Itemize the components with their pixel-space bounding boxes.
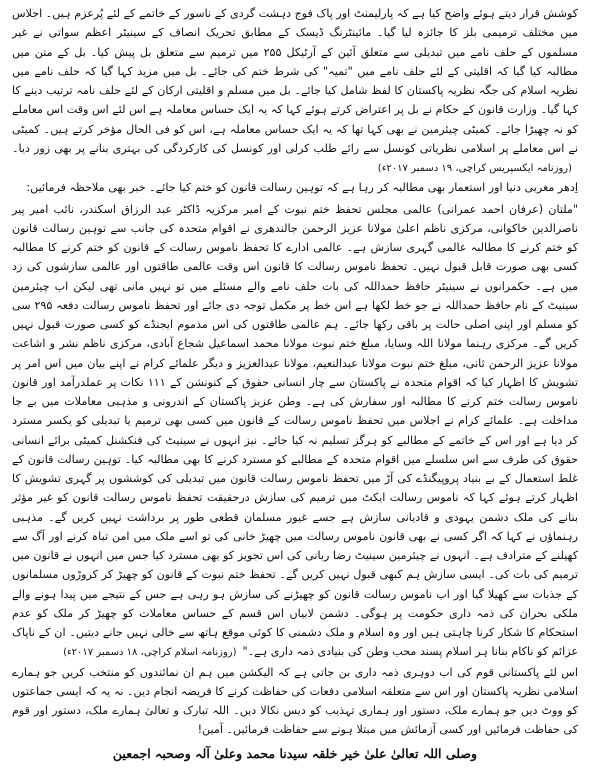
article-paragraph-2 [12,178,578,197]
quoted-news-paragraph [12,200,578,663]
article-paragraph-4 [12,663,578,740]
article-paragraph-1 [12,4,578,178]
closing-salutation: وصلی اللہ تعالیٰ علیٰ خیر خلقہ سیدنا محمد وعلیٰ آلہ وصحبہ اجمعین [112,745,478,761]
source-citation-islam: (روزنامہ اسلام کراچی، ۱۸ دسمبر ۲۰۱۷ء) [63,647,237,659]
paragraph-text: اس لئے پاکستانی قوم کی اب دوہری ذمہ داری بن جاتی ہے کہ الیکشن میں ہم ان نمائندوں کو منتخب کریں جو ہمارے اسلامی نظریہ پاکستان اور اس سے متعلقہ اسلامی دفعات کی حفاظت کرنے کا فریضہ انجام دیں۔ نہ یہ کہ ایسی جماعتوں کو ووٹ دیں جو ہمارے ملک، دستور اور ہماری تہذیب کو دیس نکالا دیں۔ اللہ تبارک و تعالیٰ ہمارے ملک، دستور اور قوم کی حفاظت فرمائیں اور کسی آزمائش میں مبتلا ہونے سے حفاظت فرمائیں۔ آمین! [12,665,578,737]
paragraph-text: اِدھر مغربی دنیا اور استعمار بھی مطالبہ کر رہا ہے کہ توہین رسالت قانون کو ختم کیا جائے۔ خبر بھی ملاحظہ فرمائیں: [26,181,578,195]
paragraph-text: کوشش قرار دیتے ہوئے واضح کیا ہے کہ پارلیمنٹ اور پاک فوج دہشت گردی کے ناسور کے خاتمے کے لئے پُرعزم ہیں۔ اجلاس میں مختلف ترمیمی بلز کا جائزہ لیا گیا۔ مائینٹرنگ ڈیسک کے مطابق تحریک انصاف کے سینیٹر اعظم سواتی نے غیر مسلموں کے حلف نامے میں تبدیلی سے متعلق آئین کے آرٹیکل ۲۵۵ میں ترمیم سے متعلق بل پیش کیا۔ بل کے متن میں مطالبہ کیا گیا کہ اقلیتی کے لئے حلف نامے میں "تمیہ" کی شرط ختم کی جائے۔ بل میں مزید کہا گیا کہ حلف نامے میں نظریہ اسلام کی جگہ نظریہ پاکستان کا لفظ شامل کیا جائے۔ بل میں مسلم و اقلیتی ارکان کے لئے حلف نامہ ترتیب دینے کا کہا گیا۔ وزارت قانون کے حکام نے بل پر اعتراض کرتے ہوئے کہا کہ یہ ایک حساس معاملہ ہے اس لئے اس وقت اس معاملے کو نہ چھیڑا جائے۔ کمیٹی چیئرمین نے بھی کہا تھا کہ یہ ایک حساس معاملہ ہے، اس کو فی الحال مؤخر کرتے ہیں۔ کمیٹی نے اس معاملے پر اسلامی نظریاتی کونسل سے رائے طلب کرلی اور کونسل کی کارکردگی کی بہتری بنانے پر بھی زور دیا۔ [11,7,578,155]
paragraph-text: "ملتان (عرفان احمد عمرانی) عالمی مجلس تحفظ ختم نبوت کے امیر مرکزیہ ڈاکٹر عبد الرزاق اسکندر، نائب امیر پیر ناصرالدین خاکوانی، مرکزی ناظم اعلیٰ مولانا عزیز الرحمن جالندھری نے اقوام متحدہ کی جانب سے توہین رسالت قانون کو ختم کرنے کا مطالبہ عالمی گہری سازش ہے۔ عالمی ادارے کا تحفظ ناموس رسالت کے قانون کو ختم کرنے کا مطالبہ کسی بھی صورت قابل قبول نہیں۔ تحفظ ناموس رسالت کا قانون اس وقت عالمی طاقتوں اور عالمی سازشوں کی زد میں ہے۔ حکمرانوں نے سینیٹر حافظ حمداللہ کی بات حلف نامے والے مسئلے میں تو نہیں مانی تھی لیکن اب چیئرمین سینیٹ کے نام حافظ حمداللہ نے جو خط لکھا ہے اس خط پر مکمل توجہ دی جائے اور تحفظ ناموس رسالت دفعہ ۲۹۵ سی کو مسلم اور اپنی اصلی حالت پر باقی رکھا جائے۔ ہم عالمی طاقتوں کی اس مذموم ایجنڈے کو کسی صورت قبول نہیں کریں گے۔ مرکزی رہنما مولانا اللہ وسایا، مبلغ ختم نبوت مولانا محمد اسماعیل شجاع آبادی، مرکزی ناظم نشر و اشاعت مولانا عزیز الرحمن ثانی، مبلغ ختم نبوت مولانا عبدالنعیم، مولانا عبدالعزیز و دیگر علمائے کرام نے اپنے بیان میں اس امر پر تشویش کا اظہار کیا کہ اقوام متحدہ نے پاکستان سے چار انسانی حقوق کے کنونشن کے ۱۱۱ نکات پر عملدرآمد اور قانون ناموس رسالت ختم کرنے کا مطالبہ اور سفارش کی ہے۔ وطن عزیز پاکستان کے اندرونی و مذہبی معاملات میں بے جا مداخلت ہے۔ علمائے کرام نے اجلاس میں تحفظ ناموس رسالت کے قانون میں کسی بھی ترمیم یا تبدیلی کو یکسر مسترد کر دیا ہے اور اس کے خاتمے کے مطالبے کو ہرگز تسلیم نہ کیا جائے۔ نیز انہوں نے سینیٹ کی فنکشنل کمیٹی برائے انسانی حقوق کی طرف سے اس سلسلے میں اقوام متحدہ کے مطالبے کو مسترد کرنے کا بھی مطالبہ کیا۔ توہین رسالت قانون کے غلط استعمال کے بے بنیاد پروپیگنڈے کی آڑ میں تحفظ ناموس رسالت قانون میں تبدیلی کی کوششوں پر گہری تشویش کا اظہار کرتے ہوئے کہا کہ ناموس رسالت ایکٹ میں ترمیم کی سازش درحقیقت تحفظ ناموس رسالت قانون کو غیر مؤثر بنانے کی ملک دشمن یہودی و قادیانی سازش ہے جسے غیور مسلمان قطعی طور پر برداشت نہیں کریں گے۔ مذہبی رہنماؤں نے کہا کہ اگر کسی نے بھی قانون ناموس رسالت میں چھیڑ خانی کی تو اسے ملک میں امن تباہ کرنے اور آگ سے کھیلنے کے مترادف ہے۔ انہوں نے چیئرمین سینیٹ رضا ربانی کی اس تجویز کو بھی مسترد کیا جس میں انہوں نے قانون میں ترمیم کی بات کی۔ ایسی سازش ہم کبھی قبول نہیں کریں گے۔ تحفظ ختم نبوت کے قانون کو چھیڑ کر کروڑوں مسلمانوں کے جذبات سے کھیلا گیا اور اب ناموس رسالت قانون کو چھیڑنے کی سازش ہو رہی ہے جس کے نتیجے میں پیدا ہونے والے ملکی بحران کی ذمہ داری حکومت پر ہوگی۔ دشمن لابیاں اس قسم کے حساس معاملات کو چھیڑ کر ملک کو عدم استحکام کا شکار کرنا چاہتی ہیں اور وہ اسلام و ملک دشمنی کا کوئی موقع ہاتھ سے خالی نہیں جانے دیتیں۔ ان کے ناپاک عزائم کو ناکام بنانا ہر اسلام پسند محب وطن کی بنیادی ذمہ داری ہے۔" [12,202,578,659]
source-citation-express: (روزنامہ ایکسپریس کراچی، ۱۹ دسمبر ۲۰۱۷ء) [377,163,572,174]
